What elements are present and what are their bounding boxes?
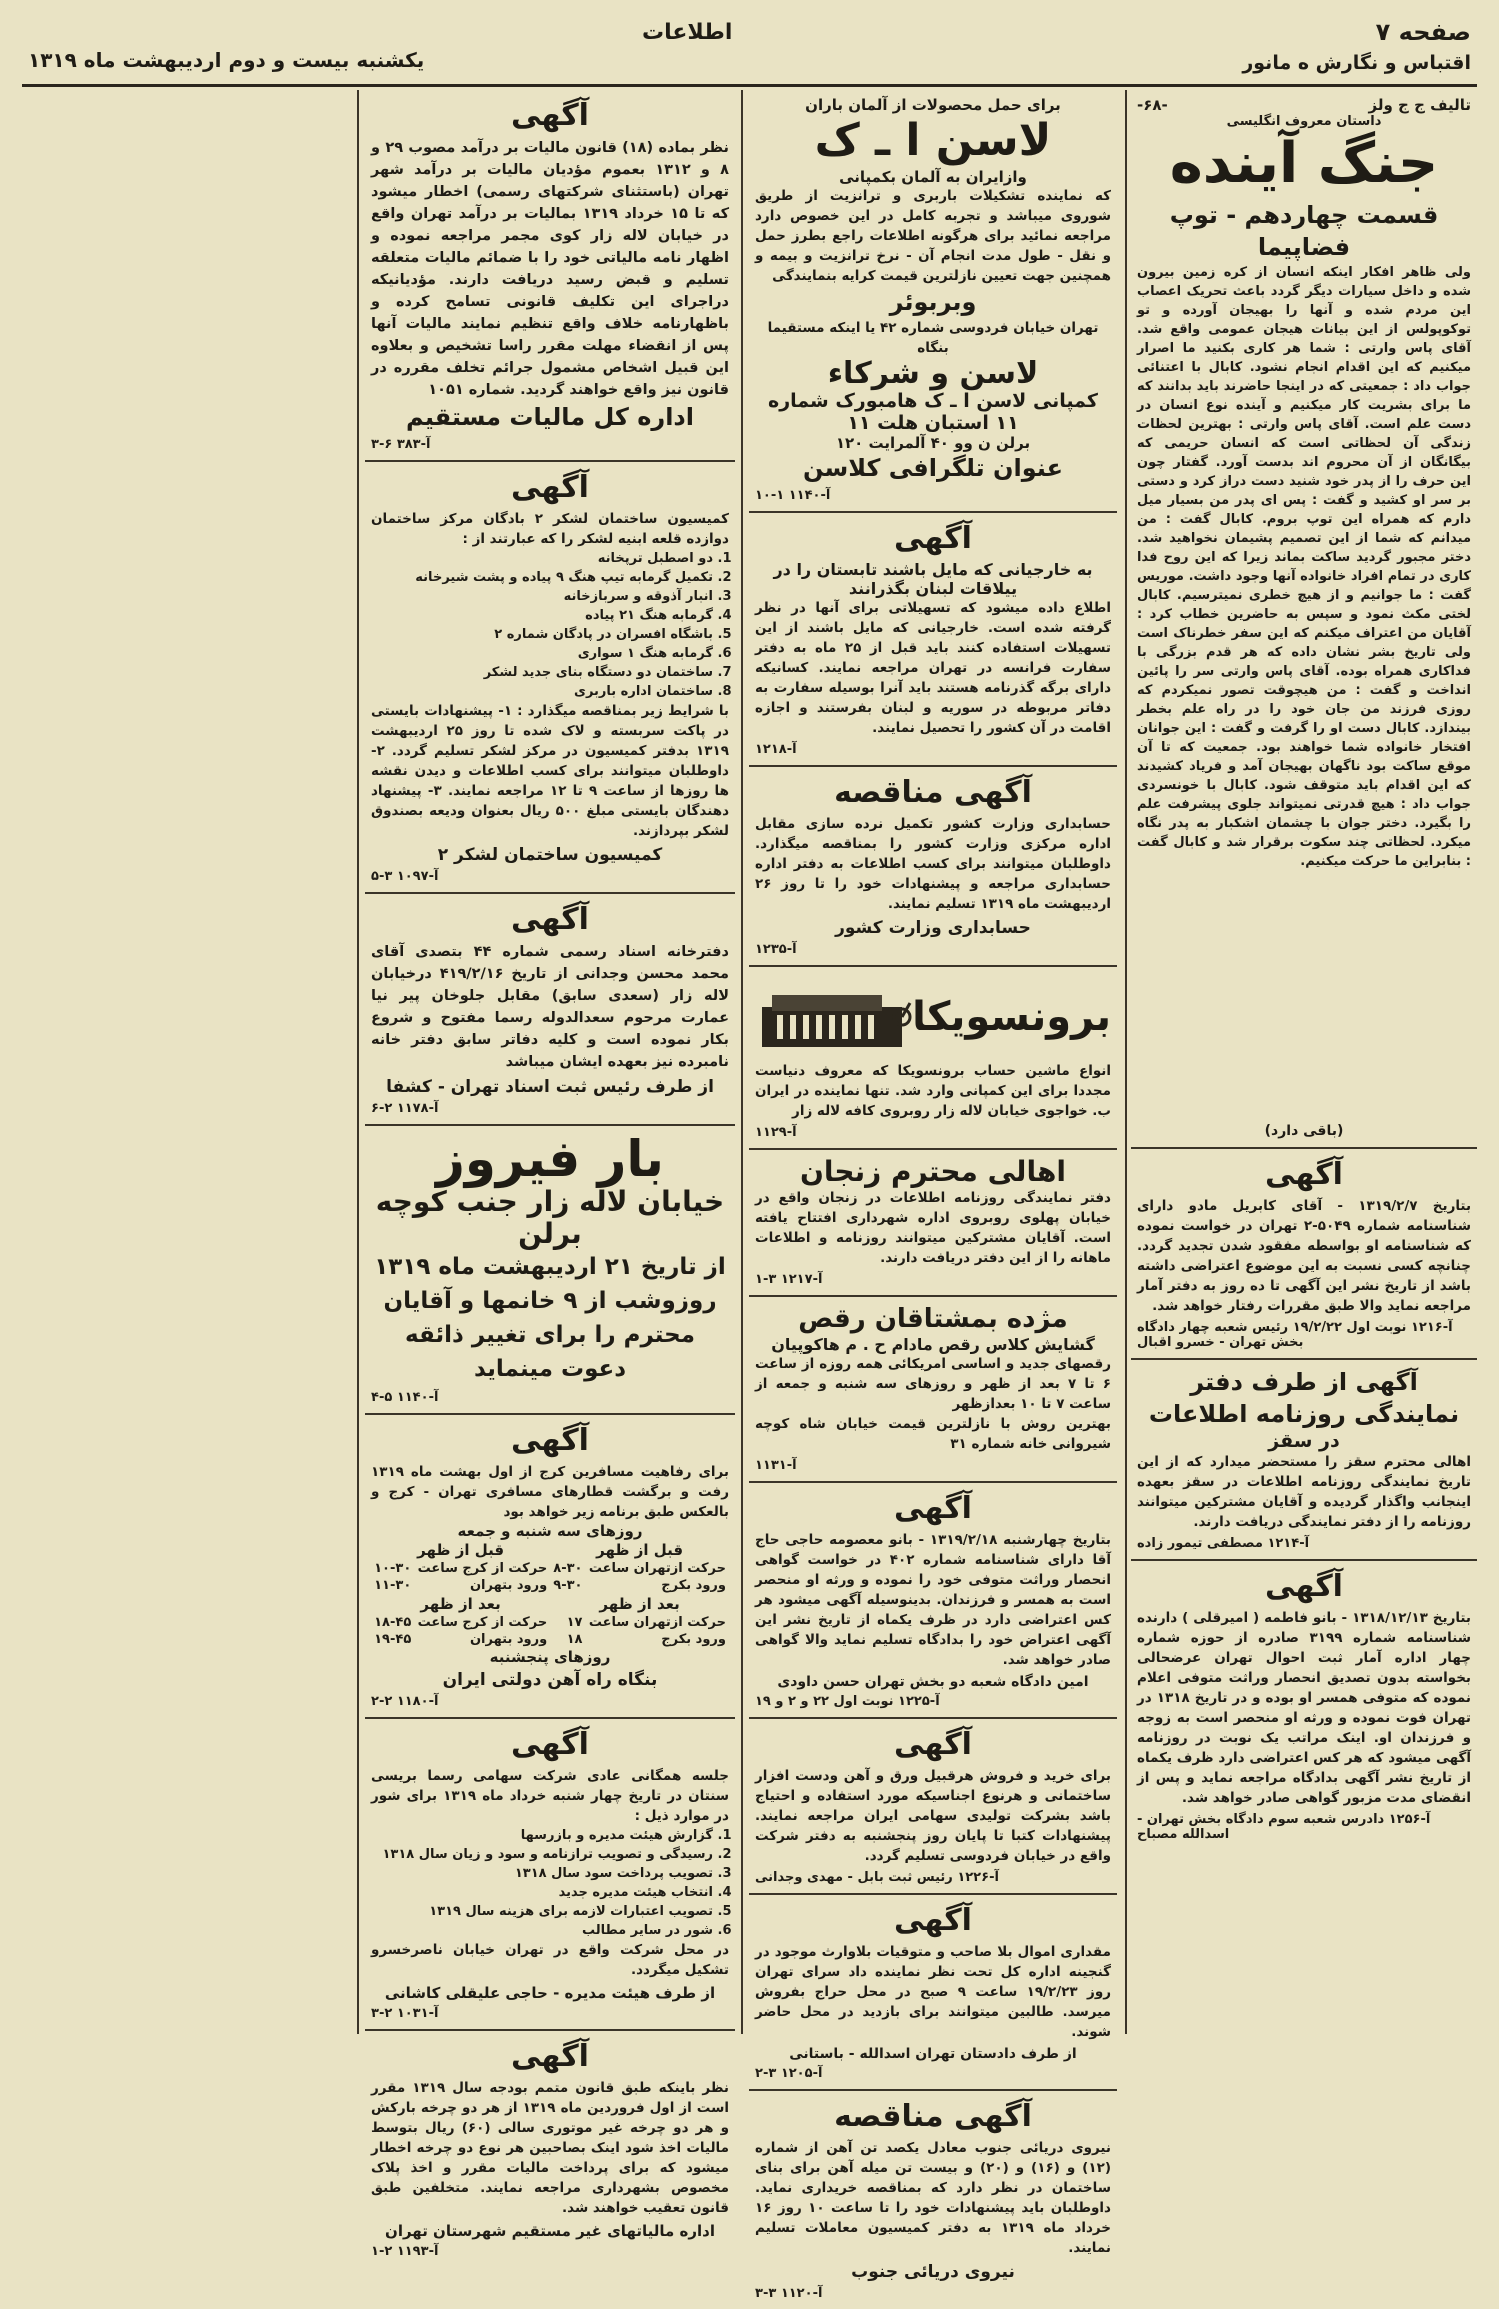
table-cell: ورود بتهران: [469, 1578, 548, 1593]
ad-body: اهالی محترم سقز را مستحضر میدارد که از این تاریخ نمایندگی روزنامه اطلاعات در سقز بعهده اینجانب واگذار گردیده و آقایان مشترکین میتوانند روزنامه را از دفتر نمایندگی دریافت دارند.: [1137, 1454, 1471, 1530]
ad-signature: امین دادگاه شعبه دو بخش تهران حسن داودی: [777, 1674, 1089, 1690]
table-cell: حرکت ازتهران ساعت: [588, 1561, 726, 1576]
ad-ref: آ-۱۱۴۰ ۵-۴: [371, 1390, 439, 1405]
lasson-company-hamburg: کمپانی لاسن ا ـ ک هامبورک شماره ۱۱ استبان هلت ۱۱: [768, 390, 1098, 434]
ad-intro: کمیسیون ساختمان لشکر ۲ بادگان مرکز ساختمان دوازده قلعه ابنیه لشکر را که عبارتند از :: [371, 511, 729, 547]
ad-body: بتاریخ چهارشنبه ۱۳۱۹/۲/۱۸ - بانو معصومه حاجی حاج آقا دارای شناسنامه شماره ۴۰۲ در خواست گواهی انحصار وراثت متوفی خود را نموده و ورثه او منحصر است به همسر و فرزندان. بدینوسیله آگهی میشود هر کس اعتراضی دارد در ظرف یکماه از تاریخ نشر این آگهی اعتراض خود را بدادگاه تسلیم نماید والا گواهی صادر خواهد شد.: [755, 1532, 1111, 1668]
table-cell: ورود بکرج: [661, 1632, 726, 1647]
ad-heading: آگهی: [511, 98, 589, 133]
ad-brunsviga: [749, 967, 1117, 1150]
serial-title: جنگ آینده: [1169, 131, 1439, 196]
ad-ref: آ-۱۲۲۵ نوبت اول ۲۲ و ۲ و ۱۹: [755, 1694, 940, 1709]
ad-interior-tender: [749, 767, 1117, 967]
ad-heading: آگهی: [894, 1727, 972, 1762]
column-middle: [749, 90, 1117, 2301]
masthead: [22, 14, 1477, 87]
serial-author: تالیف ج ج ولز: [1368, 96, 1471, 114]
column-left: [365, 90, 735, 2259]
table-cell: ۹-۳۰: [553, 1578, 583, 1593]
ad-notary: [365, 894, 735, 1126]
list-item: 5. تصویب اعتبارات لازمه برای هزینه سال ۱۳۱۹: [371, 1902, 713, 1921]
serial-subtitle: داستان معروف انگلیسی: [1226, 114, 1382, 129]
ad-railway: [365, 1415, 735, 1719]
ad-ref: آ-۱۰۳۱ ۲-۳: [371, 2006, 439, 2021]
ad-ref: آ-۱۱۲۹: [755, 1125, 797, 1140]
ad-ref: آ-۱۱۴۰ ۱-۱۰: [755, 488, 831, 503]
column-serial: [1131, 90, 1477, 2034]
rail-after-noon: بعد از ظهر: [420, 1595, 501, 1613]
ad-ref: آ-۱۱۲۰ ۳-۳: [755, 2286, 823, 2301]
ad-body: دفتر نمایندگی روزنامه اطلاعات در زنجان واقع در خیابان پهلوی روبروی اداره شهرداری افتتاح یافته است. آقایان مشترکین میتوانند روزنامه و اطلاعات ماهانه را از این دفتر دریافت دارند.: [755, 1190, 1111, 1266]
lasson-agent: وبربوئر: [889, 288, 977, 316]
calculator-machine-icon: [752, 977, 912, 1057]
table-cell: حرکت ازتهران ساعت: [588, 1615, 726, 1630]
ad-ref: آ-۱۲۱۴ مصطفی تیمور زاده: [1137, 1536, 1310, 1551]
lasson-subtitle: وازایران به آلمان بکمپانی: [839, 168, 1027, 186]
ad-heading: آگهی: [511, 1423, 589, 1458]
ad-body: برای رفاهیت مسافرین کرج از اول بهشت ماه ۱۳۱۹ رفت و برگشت قطارهای مسافری تهران - کرج و بالعکس طبق برنامه زیر خواهد بود: [371, 1464, 729, 1520]
table-cell: ۱۱-۳۰: [374, 1578, 412, 1593]
ad-general-meeting: [365, 1719, 735, 2031]
lasson-address: تهران خیابان فردوسی شماره ۴۲ یا اینکه مستقیما بنگاه: [767, 320, 1099, 356]
meeting-agenda: [371, 1826, 729, 1940]
serial-text: ولی ظاهر افکار اینکه انسان از کره زمین بیرون شده و داخل سیارات دیگر گردد باعث تحریک اعصاب این مردم شده و آنها را بهیجان آورده و تو توکوپولس از این بیانات هیجان عمومی واقع شد. آقای پاس وارتی : شما هر کاری بکنید ما اصرار میکنیم که این اقدام انجام نشود. کابال با اعتنائی جواب داد : جمعیتی که در اینجا حاضرند باید بدانند که ما برای بشریت کار میکنیم و آینده نوع انسان در دست علم است. آقای پاس وارتی : بهترین لحظات زندگی آن لحظاتی است که انسان حریمی که بیگانگان از آن محروم اند بدست آورد. گفتار چون این حرف را از پدر خود شنید دست دراز کرد و دستی بر سر او کشید و گفت : پس ای پدر من بسیار میل دارم که همراه این توپ بروم. کابال گفت : من میدانم که شما از این تصمیم پشیمان نخواهید شد. دختر مجبور گردید ساکت بماند زیرا که این روح فدا کاری در تمام افراد خانواده آنها وجود داشت. موریس گفت : ما جوانیم و از هیچ خطری نمیترسیم. کابال لختی مکث نمود و سپس به حاضرین خطاب کرد : آقایان من اعتراف میکنم که این سفر خطرناک است ولی تاریخ بشر نشان داده که هر قدم بزرگی با فداکاری همراه بوده. آقای پاس وارتی سر را پائین انداخت و گفت : من هیچوقت تصور نمیکردم که روزی فرزند من جان خود را در راه علم بخطر بیندازد. کابال دست او را گرفت و گفت : این جوانان افتخار خانواده شما خواهند بود. جمعیت که تا آن موقع ساکت بود ناگهان بهیجان آمد و فریاد کشیدند که این اقدام باید متوقف شود. کابال با خونسردی جواب داد : هیچ قدرتی نمیتواند جلوی پیشرفت علم را بگیرد. دختر جوان با چشمان اشکبار به پدر نگاه میکرد. لحظاتی چند سکوت برقرار شد و کابال گفت : بنابراین ما حرکت میکنیم.: [1137, 265, 1471, 869]
list-item: 3. انبار آذوقه و سربازخانه: [371, 587, 713, 606]
ad-dance-class: [749, 1297, 1117, 1483]
paper-name: اطلاعات: [642, 20, 733, 45]
serial-continued: (باقی دارد): [1264, 1123, 1344, 1139]
ad-ref: آ-۱۰۹۷ ۳-۵: [371, 869, 439, 884]
ad-army-construction: [365, 462, 735, 894]
ad-heading: آگهی: [511, 470, 589, 505]
rail-before-noon: قبل از ظهر: [417, 1541, 505, 1559]
brunsviga-title: برونسویکا: [912, 994, 1111, 1040]
ad-ref: آ-۱۱۹۳ ۲-۱: [371, 2244, 439, 2259]
table-cell: ۸-۳۰: [553, 1561, 583, 1576]
table-cell: ۱۸: [566, 1632, 583, 1647]
list-item: 3. تصویب پرداخت سود سال ۱۳۱۸: [371, 1864, 713, 1883]
lasson-telegraph: عنوان تلگرافی کلاسن: [803, 454, 1063, 482]
ad-heading: مژده بمشتاقان رقص: [798, 1304, 1068, 1334]
ad-body: جلسه همگانی عادی شرکت سهامی رسما بریسی سنتان در تاریخ چهار شنبه خرداد ماه ۱۳۱۹ برای شور در موارد ذیل :: [371, 1768, 729, 1824]
table-cell: ۱۹-۴۵: [374, 1632, 412, 1647]
ad-name-change: [1131, 1149, 1477, 1360]
ad-bar-firuz: [365, 1126, 735, 1415]
table-cell: ورود بتهران: [469, 1632, 548, 1647]
ad-ref: آ-۱۲۵۶ دادرس شعبه سوم دادگاه بخش تهران - اسدالله مصباح: [1137, 1812, 1431, 1842]
firuz-title: بار فیروز: [436, 1130, 664, 1188]
ad-body-tail: در محل شرکت واقع در تهران خیابان ناصرخسرو تشکیل میگردد.: [371, 1942, 729, 1978]
ad-ref: آ-۱۱۸۰ ۲-۲: [371, 1694, 439, 1709]
rail-before-noon: قبل از ظهر: [596, 1541, 684, 1559]
ad-heading: آگهی: [894, 1903, 972, 1938]
ad-body: مقداری اموال بلا صاحب و متوقیات بلاوارث موجود در گنجینه اداره کل تحت نظر نماینده داد سرای تهران روز ۱۹/۲/۲۳ ساعت ۹ صبح در محل حراج بفروش میرسد. طالبین میتوانند برای بازدید در محل حاضر شوند.: [755, 1944, 1111, 2040]
list-item: 7. ساختمان دو دستگاه بنای جدید لشکر: [371, 663, 713, 682]
ad-body: نیروی دریائی جنوب معادل یکصد تن آهن از شماره (۱۲) و (۱۶) و (۲۰) و بیست تن میله آهن برای بنای ساختمان در نظر دارد که بمناقصه خریداری نماید. داوطلبان باید پیشنهادات خود را تا ساعت ۱۰ روز ۱۶ خرداد ماه ۱۳۱۹ به دفتر کمیسیون معاملات تسلیم نمایند.: [755, 2140, 1111, 2256]
ad-signature: کمیسیون ساختمان لشکر ۲: [437, 845, 663, 865]
list-item: 2. تکمیل گرمابه تیپ هنگ ۹ پیاده و پشت شیرخانه: [371, 568, 713, 587]
list-item: 1. دو اصطبل ترپخانه: [371, 549, 713, 568]
ad-signature: بنگاه راه آهن دولتی ایران: [442, 1670, 658, 1690]
ad-heading: آگهی مناقصه: [834, 2099, 1032, 2134]
serial-number: -۶۸-: [1137, 96, 1168, 114]
table-cell: ورود بکرج: [661, 1578, 726, 1593]
ad-body: دفترخانه اسناد رسمی شماره ۴۴ بتصدی آقای محمد محسن وجدانی از تاریخ ۴۱۹/۲/۱۶ درخیابان لاله زار (سعدی سابق) مقابل جلوخان پیر نیا عمارت مرحوم سعدالدوله رسما مفتوح و شروع بکار نموده است و کلیه دفاتر سابق دفتر خانه نامبرده نیز بعهده ایشان میباشد: [371, 944, 729, 1070]
ad-subheading: گشایش کلاس رقص مادام ح . م هاکوپیان: [771, 1335, 1095, 1354]
ad-court-notice: [749, 1483, 1117, 1719]
list-item: 2. رسیدگی و تصویب ترازنامه و سود و زیان سال ۱۳۱۸: [371, 1845, 713, 1864]
list-item: 4. انتخاب هیئت مدیره جدید: [371, 1883, 713, 1902]
ad-heading: آگهی: [1265, 1157, 1343, 1192]
ad-auction: [749, 1895, 1117, 2091]
table-cell: ۱۸-۴۵: [374, 1615, 412, 1630]
list-item: 4. گرمابه هنگ ۲۱ پیاده: [371, 606, 713, 625]
list-item: 6. گرمابه هنگ ۱ سواری: [371, 644, 713, 663]
ad-body: نظر بماده (۱۸) قانون مالیات بر درآمد مصوب ۲۹ و ۸ و ۱۳۱۲ بعموم مؤدیان مالیات بر درآمد شهر تهران (باستثنای شرکتهای رسمی) اخطار میشود که تا ۱۵ خرداد ۱۳۱۹ بمالیات بر درآمد تهران واقع در خیابان لاله زار کوی مجمر مراجعه نموده و اظهار نامه مالیاتی خود را با ضمائم مالیات متعلقه تسلیم و قبض رسید دریافت دارند. مؤدیانیکه دراجرای این تکلیف قانونی تسامح کرده و باظهارنامه خلاف واقع تنظیم نمایند مالیات آنها پس از انقضاء مهلت مقرر راسا تشخیص و بعلاوه این قبیل اشخاص مشمول جرائم تخلف مقرره در قانون نیز واقع خواهند گردید. شماره ۱۰۵۱: [371, 140, 730, 398]
ad-ref: آ-۱۲۱۸: [755, 742, 797, 757]
ad-navy-tender: [749, 2091, 1117, 2309]
column-rule: [1125, 90, 1127, 2034]
lasson-top: برای حمل محصولات از آلمان باران: [805, 96, 1061, 114]
serial-story: [1131, 90, 1477, 1149]
list-item: 1. گزارش هیئت مدیره و بازرسها: [371, 1826, 713, 1845]
ad-subheading: در سقز: [1268, 1430, 1340, 1452]
table-cell: حرکت از کرج ساعت: [417, 1561, 548, 1576]
ad-body: رقصهای جدید و اساسی امریکائی همه روزه از ساعت ۶ تا ۷ بعد از ظهر و روزهای سه شنبه و جمعه از ساعت ۷ تا ۱۰ بعدازظهر: [755, 1356, 1111, 1412]
column-rule: [357, 90, 359, 2034]
ad-heading: آگهی: [511, 902, 589, 937]
ad-ref: آ-۱۲۱۷ ۳-۱: [755, 1272, 823, 1287]
column-rule: [741, 90, 743, 2034]
ad-heading: آگهی: [511, 1727, 589, 1762]
rail-days: روزهای پنجشنبه: [489, 1648, 611, 1666]
table-row: [371, 1631, 729, 1648]
ad-signature: از طرف رئیس ثبت اسناد تهران - کشفا: [386, 1077, 714, 1097]
ad-ref: آ-۱۲۲۶ رئیس ثبت بابل - مهدی وجدانی: [755, 1870, 999, 1885]
ad-body: اطلاع داده میشود که تسهیلاتی برای آنها در نظر گرفته شده است. خارجیانی که مایل باشند از این تسهیلات استفاده کنند باید قبل از ۲۵ ماه به دفتر سفارت فرانسه در تهران مراجعه نمایند. کسانیکه دارای برگه گذرنامه هستند باید آنرا بوسیله سفارت به دفاتر مربوطه در سوریه و لبنان بفرستند و اجازه اقامت در آن کشور را تحصیل نمایند.: [755, 600, 1111, 736]
table-cell: ۱۰-۳۰: [374, 1561, 412, 1576]
serial-credit: اقتباس و نگارش ه مانور: [1242, 52, 1471, 74]
table-row: [371, 1560, 729, 1577]
ad-body: حسابداری وزارت کشور تکمیل نرده سازی مقابل اداره مرکزی وزارت کشور را بمناقصه میگذارد. داوطلبان میتوانند برای کسب اطلاعات به دفتر اداره حسابداری مراجعه و پیشنهادات خود را تا روز ۲۶ اردیبهشت ماه ۱۳۱۹ تسلیم نمایند.: [755, 816, 1111, 912]
ad-signature: اداره کل مالیات مستقیم: [406, 403, 694, 431]
ad-inheritance: [1131, 1561, 1477, 1850]
lasson-title: لاسن ا ـ ک: [814, 115, 1052, 166]
ad-signature: حسابداری وزارت کشور: [835, 918, 1031, 938]
list-item: 6. شور در سایر مطالب: [371, 1921, 713, 1940]
ad-body: بتاریخ ۱۳۱۸/۱۲/۱۳ - بانو فاطمه ( امیرقلی ) دارنده شناسنامه شماره ۳۱۹۹ صادره از حوزه شماره چهار اداره آمار ثبت احوال تهران عرضحالی بخواسته بدون تصدیق انحصار وراثت متوفی اعلام نموده که متوفی همسر او بوده و در تاریخ ۱۳۱۸ در تهران فوت نموده و ورثه او منحصر است به زوجه و فرزندان او. اینک مراتب یک نوبت در روزنامه آگهی میشود که هر کس اعتراضی دارد ظرف یکماه از تاریخ نشر آگهی بدادگاه مراجعه نماید و پس از انقضای مدت مزبور گواهی صادر خواهد شد.: [1137, 1610, 1472, 1806]
ad-signature: از طرف هیئت مدیره - حاجی علیقلی کاشانی: [384, 1984, 716, 2002]
lasson-berlin: برلن ن وو ۴۰ آلمرایت ۱۲۰: [835, 434, 1031, 452]
table-row: [371, 1577, 729, 1594]
ad-heading: اهالی محترم زنجان: [800, 1155, 1066, 1188]
ad-ref: آ-۳۸۳ ۶-۳: [371, 437, 431, 452]
ad-heading: آگهی از طرف دفتر نمایندگی روزنامه اطلاعات: [1148, 1368, 1460, 1428]
ad-address: بهترین روش با نازلترین قیمت خیابان شاه کوچه شیروانی خانه شماره ۳۱: [755, 1416, 1111, 1452]
rail-after-noon: بعد از ظهر: [599, 1595, 680, 1613]
ad-heading: آگهی: [894, 521, 972, 556]
ad-body: انواع ماشین حساب برونسویکا که معروف دنیاست مجددا برای این کمپانی وارد شد. تنها نماینده در ایران ب. خواجوی خیابان لاله زار روبروی کافه لاله زار: [755, 1063, 1111, 1119]
ad-body: با شرایط زیر بمناقصه میگذارد : ۱- پیشنهادات بایستی در پاکت سربسته و لاک شده تا روز ۲۵ اردیبهشت ۱۳۱۹ بدفتر کمیسیون در مرکز لشکر تسلیم گردد. ۲- داوطلبان میتوانند برای کسب اطلاعات و دیدن نقشه ها روزها از ساعت ۹ تا ۱۲ مراجعه نمایند. ۳- پیشنهاد دهندگان بایستی مبلغ ۵۰۰ ریال بعنوان ودیعه بصندوق لشکر بپردازند.: [371, 703, 729, 839]
army-items: [371, 549, 729, 701]
ad-bicycle-tax: [365, 2031, 735, 2267]
page-number: صفحه ۷: [1375, 18, 1471, 46]
ad-tax: [365, 90, 735, 462]
serial-part: قسمت چهاردهم - توپ فضاپیما: [1169, 201, 1439, 261]
newspaper-page: [22, 14, 1477, 2301]
ad-heading: آگهی: [1265, 1569, 1343, 1604]
issue-date: یکشنبه بیست و دوم اردیبهشت ماه ۱۳۱۹: [28, 48, 425, 72]
ad-body: برای خرید و فروش هرقبیل ورق و آهن ودست افزار ساختمانی و هرنوع اجناسیکه مورد استفاده و احتیاج باشد بشرکت تولیدی سهامی ایران مراجعه نمایند. پیشنهادات کتبا تا پایان روز پنجشنبه به دفتر شرکت واقع در خیابان فردوسی تسلیم گردد.: [755, 1768, 1111, 1864]
ad-heading: آگهی: [894, 1491, 972, 1526]
ad-ref: آ-۱۲۱۶ نوبت اول ۱۹/۲/۲۲ رئیس شعبه چهار دادگاه بخش تهران - خسرو اقبال: [1137, 1320, 1453, 1350]
rail-timetable: [371, 1540, 729, 1648]
ad-lebanon: [749, 513, 1117, 767]
lasson-company: لاسن و شرکاء: [827, 356, 1039, 391]
ad-body: نظر باینکه طبق قانون متمم بودجه سال ۱۳۱۹ مقرر است از اول فروردین ماه ۱۳۱۹ از هر دو چرخه بارکش و هر دو چرخه غیر موتوری سالی (۶۰) ریال بتوسط مالیات اخذ شود اینک بصاحبین هر نوع دو چرخه اخطار میشود که برای پرداخت مالیات مقرر و اخذ پلاک مخصوص بشهرداری مراجعه نمایند. متخلفین طبق قانون تعقیب خواهند شد.: [371, 2080, 729, 2216]
ad-signature: اداره مالیاتهای غیر مستقیم شهرستان تهران: [385, 2222, 715, 2240]
ad-signature: نیروی دریائی جنوب: [851, 2262, 1015, 2282]
ad-ref: آ-۱۲۳۵: [755, 942, 797, 957]
ad-ref: آ-۱۱۷۸ ۲-۶: [371, 1101, 439, 1116]
firuz-address: خیابان لاله زار جنب کوچه برلن: [375, 1185, 725, 1250]
table-row: [371, 1614, 729, 1631]
ad-saqqez-agency: [1131, 1360, 1477, 1561]
ad-ref: آ-۱۲۰۵ ۳-۲: [755, 2066, 823, 2081]
list-item: 5. باشگاه افسران در پادگان شماره ۲: [371, 625, 713, 644]
ad-iron: [749, 1719, 1117, 1895]
table-cell: حرکت از کرج ساعت: [417, 1615, 548, 1630]
ad-ref: آ-۱۱۳۱: [755, 1458, 797, 1473]
ad-heading: آگهی مناقصه: [834, 775, 1032, 810]
ad-signature: از طرف دادستان تهران اسدالله - باستانی: [789, 2046, 1077, 2062]
ad-heading: آگهی: [511, 2039, 589, 2074]
firuz-body: از تاریخ ۲۱ اردیبهشت ماه ۱۳۱۹ روزوشب از ۹ خانمها و آقایان محترم را برای تغییر ذائقه دعوت مینماید: [374, 1254, 726, 1382]
lasson-body: که نماینده تشکیلات باربری و ترانزیت از طریق شوروی میباشد و تجربه کامل در این خصوص دارد مراجعه نمائید برای هرگونه اطلاعات راجع بطرز حمل و نقل - طول مدت انجام آن - نرخ ترانزیت و بیمه و همچنین جهت تعیین نازلترین قیمت کرایه بنمایندگی: [755, 188, 1111, 284]
ad-lasson: [749, 90, 1117, 513]
ad-body: بتاریخ ۱۳۱۹/۲/۷ - آقای کابریل مادو دارای شناسنامه شماره ۵۰۴۹-۲ تهران در خواست نموده که شناسنامه او بواسطه مفقود شدن تجدید گردد. چنانچه کسی نسبت به این موضوع اعتراضی داشته باشد از تاریخ نشر این آگهی تا ده روز به دفتر آمار مراجعه نماید والا طبق مقررات رفتار خواهد شد.: [1137, 1198, 1472, 1314]
rail-days: روزهای سه شنبه و جمعه: [457, 1522, 643, 1540]
list-item: 8. ساختمان اداره باربری: [371, 682, 713, 701]
ad-subheading: به خارجیانی که مایل باشند تابستان را در ییلاقات لبنان بگذرانند: [773, 560, 1093, 598]
table-cell: ۱۷: [566, 1615, 583, 1630]
ad-zanjan: [749, 1150, 1117, 1297]
